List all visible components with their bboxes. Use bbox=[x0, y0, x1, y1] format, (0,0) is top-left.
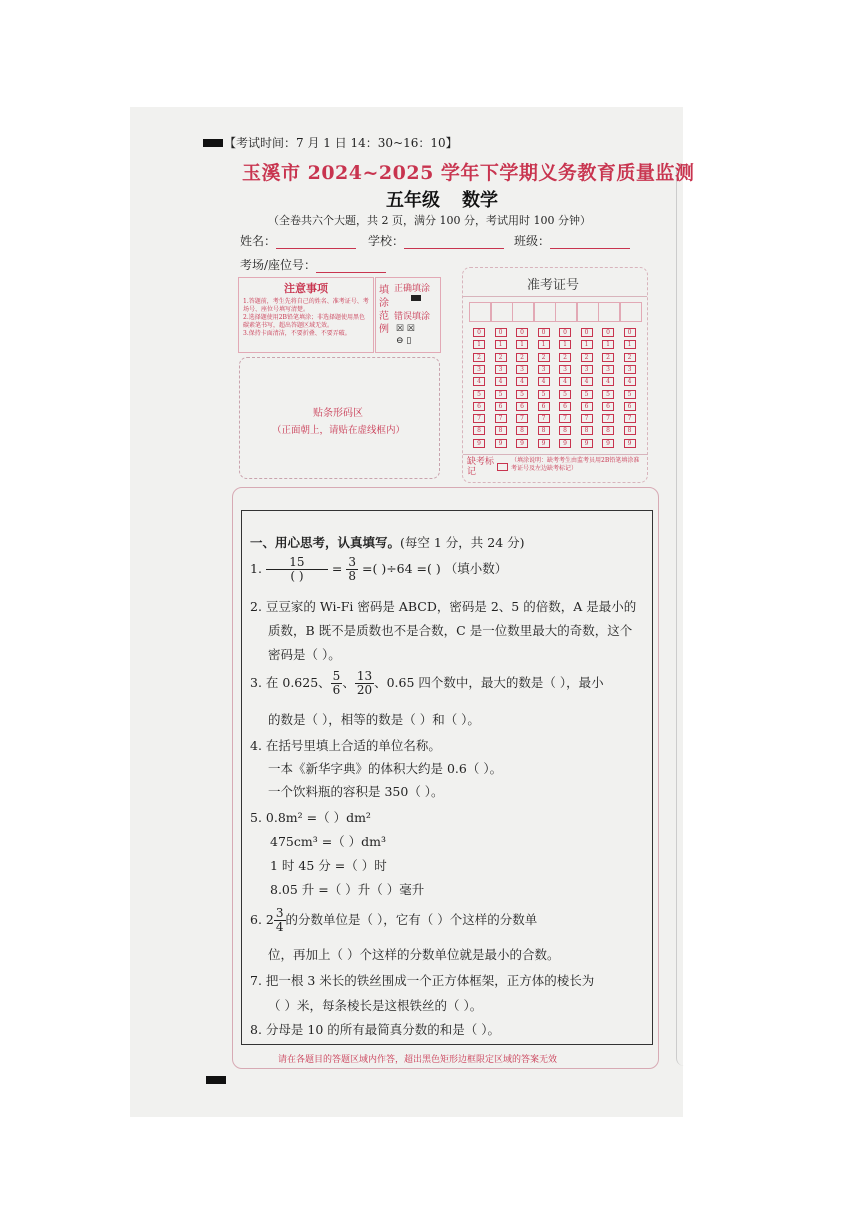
absent-note: （填涂说明：缺考考生由监考员用2B铅笔填涂准考证号及左边缺考标记） bbox=[511, 457, 640, 472]
exam-note: （全卷共六个大题，共 2 页，满分 100 分，考试用时 100 分钟） bbox=[268, 214, 591, 227]
barcode-subtitle: （正面朝上，请贴在虚线框内） bbox=[272, 425, 406, 436]
admission-digit-bubble[interactable]: 9 bbox=[581, 439, 593, 448]
admission-digit-bubble[interactable]: 3 bbox=[538, 365, 550, 374]
footer-warning: 请在各题目的答题区域内作答，超出黑色矩形边框限定区域的答案无效 bbox=[278, 1055, 558, 1065]
admission-digit-bubble[interactable]: 3 bbox=[559, 365, 571, 374]
question-4-line: 4. 在括号里填上合适的单位名称。 bbox=[250, 738, 441, 753]
question-6-line: 位，再加上（ ）个这样的分数单位就是最小的合数。 bbox=[268, 947, 560, 962]
admission-digit-bubble[interactable]: 1 bbox=[602, 340, 614, 349]
admission-digit-bubble[interactable]: 3 bbox=[624, 365, 636, 374]
admission-digit-bubble[interactable]: 6 bbox=[602, 402, 614, 411]
class-field[interactable] bbox=[514, 232, 630, 249]
admission-digit-bubble[interactable]: 9 bbox=[559, 439, 571, 448]
admission-digit-bubble[interactable]: 1 bbox=[538, 340, 550, 349]
question-3: 3. 在 0.625、 $\frac{5}{6}$ 、 $\frac{13}{20}$ 、0.65 四个数中，最大的数是（ ），最小 bbox=[250, 669, 604, 697]
admission-digit-cell[interactable] bbox=[534, 302, 556, 322]
admission-digit-bubble[interactable]: 6 bbox=[559, 402, 571, 411]
fill-example-label: 填 涂 范 例 bbox=[379, 285, 389, 335]
room-seat-field[interactable] bbox=[240, 256, 386, 273]
admission-digit-cell[interactable] bbox=[620, 302, 642, 322]
admission-digit-bubble[interactable]: 8 bbox=[473, 426, 485, 435]
admission-digit-bubble[interactable]: 5 bbox=[581, 390, 593, 399]
notice-lines bbox=[239, 296, 373, 340]
admission-digit-bubble[interactable]: 0 bbox=[538, 328, 550, 337]
school-field[interactable] bbox=[368, 232, 504, 249]
admission-digit-bubble[interactable]: 7 bbox=[473, 414, 485, 423]
question-5-line: 8.05 升 =（ ）升（ ）毫升 bbox=[270, 882, 425, 897]
admission-digit-bubble[interactable]: 0 bbox=[581, 328, 593, 337]
admission-digit-bubble[interactable]: 4 bbox=[473, 377, 485, 386]
admission-digit-bubble[interactable]: 4 bbox=[516, 377, 528, 386]
admission-digit-bubble[interactable]: 5 bbox=[602, 390, 614, 399]
absent-checkbox[interactable] bbox=[497, 463, 508, 471]
admission-digit-cell[interactable] bbox=[512, 302, 534, 322]
wrong-fill-label: 错误填涂 bbox=[394, 312, 431, 322]
admission-digit-bubble[interactable]: 2 bbox=[602, 353, 614, 362]
question-5-line: 5. 0.8m² =（ ）dm² bbox=[250, 810, 371, 825]
admission-digit-bubble[interactable]: 6 bbox=[473, 402, 485, 411]
admission-digit-bubble[interactable]: 8 bbox=[559, 426, 571, 435]
question-8: 8. 分母是 10 的所有最简真分数的和是（ ）。 bbox=[250, 1022, 500, 1037]
correct-fill-label: 正确填涂 bbox=[394, 284, 431, 294]
admission-digit-bubble[interactable]: 1 bbox=[624, 340, 636, 349]
admission-digit-bubble[interactable]: 0 bbox=[473, 328, 485, 337]
admission-digit-bubble[interactable]: 6 bbox=[538, 402, 550, 411]
admission-digit-bubble[interactable]: 2 bbox=[495, 353, 507, 362]
admission-digit-bubble[interactable]: 4 bbox=[581, 377, 593, 386]
admission-digit-bubble[interactable]: 7 bbox=[581, 414, 593, 423]
admission-digit-bubble[interactable]: 2 bbox=[559, 353, 571, 362]
admission-digit-bubble[interactable]: 7 bbox=[559, 414, 571, 423]
admission-digit-bubble[interactable]: 9 bbox=[516, 439, 528, 448]
admission-digit-bubble[interactable]: 9 bbox=[473, 439, 485, 448]
admission-digit-bubble[interactable]: 2 bbox=[538, 353, 550, 362]
admission-digit-bubble[interactable]: 3 bbox=[495, 365, 507, 374]
admission-digit-bubble[interactable]: 6 bbox=[516, 402, 528, 411]
fraction: $\frac{15}{( )}$ bbox=[266, 556, 328, 583]
wrong-fill-marks: ☒ ☒ ⊖ ▯ bbox=[396, 324, 415, 346]
exam-time: 【考试时间：7 月 1 日 14：30~16：10】 bbox=[224, 136, 458, 150]
section-title: 一、用心思考，认真填写。 bbox=[250, 535, 401, 550]
admission-digit-bubble[interactable]: 9 bbox=[495, 439, 507, 448]
grade: 五年级 bbox=[386, 190, 440, 211]
correct-fill-mark bbox=[411, 295, 421, 301]
alignment-marker-top bbox=[203, 139, 223, 147]
admission-digit-bubble[interactable]: 4 bbox=[495, 377, 507, 386]
question-2-line: 密码是（ ）。 bbox=[268, 647, 341, 662]
admission-digit-bubble[interactable]: 5 bbox=[624, 390, 636, 399]
admission-digit-bubble[interactable]: 0 bbox=[624, 328, 636, 337]
admission-digit-cell[interactable] bbox=[598, 302, 620, 322]
section-scoring: (每空 1 分，共 24 分) bbox=[400, 535, 525, 550]
admission-number-box bbox=[462, 267, 648, 483]
barcode-title: 贴条形码区 bbox=[313, 408, 363, 419]
admission-digit-bubble[interactable]: 5 bbox=[516, 390, 528, 399]
admission-digit-bubble[interactable]: 8 bbox=[495, 426, 507, 435]
admission-digit-cell[interactable] bbox=[555, 302, 577, 322]
grade-subject bbox=[386, 186, 520, 212]
admission-digit-bubble[interactable]: 8 bbox=[538, 426, 550, 435]
subject: 数学 bbox=[462, 190, 498, 211]
question-4-line: 一本《新华字典》的体积大约是 0.6（ ）。 bbox=[268, 761, 503, 776]
admission-digit-bubble[interactable]: 4 bbox=[538, 377, 550, 386]
notice-line: 1.答题前，考生先将自己的姓名、准考证号、考场号、座位号填写清楚。 bbox=[243, 298, 369, 313]
admission-digit-bubble[interactable]: 1 bbox=[495, 340, 507, 349]
admission-digit-bubble[interactable]: 7 bbox=[602, 414, 614, 423]
question-5-line: 1 时 45 分 =（ ）时 bbox=[270, 858, 387, 873]
admission-digit-bubble[interactable]: 1 bbox=[559, 340, 571, 349]
answer-region bbox=[241, 510, 653, 1045]
admission-digit-bubble[interactable]: 8 bbox=[624, 426, 636, 435]
admission-digit-bubble[interactable]: 1 bbox=[473, 340, 485, 349]
fill-example-box bbox=[375, 277, 441, 353]
notice-box bbox=[238, 277, 374, 353]
admission-digit-bubble[interactable]: 4 bbox=[559, 377, 571, 386]
fraction: $\frac{3}{8}$ bbox=[348, 555, 357, 583]
admission-digit-bubble[interactable]: 8 bbox=[516, 426, 528, 435]
admission-title: 准考证号 bbox=[527, 278, 580, 293]
question-2-line: 质数，B 既不是质数也不是合数，C 是一位数里最大的奇数，这个 bbox=[268, 623, 633, 638]
admission-digit-cell[interactable] bbox=[469, 302, 491, 322]
exam-title: 玉溪市 2024~2025 学年下学期义务教育质量监测 bbox=[242, 162, 695, 184]
admission-digit-bubble[interactable]: 3 bbox=[473, 365, 485, 374]
admission-digit-bubble[interactable]: 7 bbox=[495, 414, 507, 423]
admission-digit-bubble[interactable]: 5 bbox=[495, 390, 507, 399]
admission-digit-bubble[interactable]: 2 bbox=[581, 353, 593, 362]
admission-digit-bubble[interactable]: 3 bbox=[602, 365, 614, 374]
admission-digit-bubble[interactable]: 2 bbox=[516, 353, 528, 362]
question-1: 1. $\frac{15}{( )}$ = $\frac{3}{8}$ =( )÷64 =( ) （填小数） bbox=[250, 555, 508, 583]
question-7-line: （ ）米，每条棱长是这根铁丝的（ ）。 bbox=[268, 998, 483, 1013]
admission-digit-bubble[interactable]: 9 bbox=[538, 439, 550, 448]
admission-digit-bubble[interactable]: 0 bbox=[495, 328, 507, 337]
notice-line: 3.保持卡面清洁，不要折叠、不要弄破。 bbox=[243, 330, 351, 337]
admission-digit-bubble[interactable]: 7 bbox=[624, 414, 636, 423]
admission-digit-cell[interactable] bbox=[577, 302, 599, 322]
admission-digit-bubble[interactable]: 3 bbox=[516, 365, 528, 374]
admission-digit-bubble[interactable]: 9 bbox=[624, 439, 636, 448]
question-7-line: 7. 把一根 3 米长的铁丝围成一个正方体框架，正方体的棱长为 bbox=[250, 973, 595, 988]
next-page-edge bbox=[676, 165, 685, 1066]
admission-digit-bubble[interactable]: 1 bbox=[581, 340, 593, 349]
admission-digit-bubble[interactable]: 4 bbox=[602, 377, 614, 386]
admission-digit-bubble[interactable]: 5 bbox=[538, 390, 550, 399]
alignment-marker-bottom bbox=[206, 1076, 226, 1084]
admission-digit-bubble[interactable]: 5 bbox=[559, 390, 571, 399]
admission-digit-bubble[interactable]: 0 bbox=[516, 328, 528, 337]
admission-digit-bubble[interactable]: 8 bbox=[581, 426, 593, 435]
admission-digit-bubble[interactable]: 3 bbox=[581, 365, 593, 374]
absent-label: 缺考标记 bbox=[467, 457, 495, 477]
question-5-line: 475cm³ =（ ）dm³ bbox=[270, 834, 387, 849]
admission-digit-bubble[interactable]: 4 bbox=[624, 377, 636, 386]
question-6: 6. 2 $\frac{3}{4}$ 的分数单位是（ ），它有（ ）个这样的分数单 bbox=[250, 906, 538, 934]
notice-title: 注意事项 bbox=[284, 282, 328, 295]
admission-digit-bubble[interactable]: 9 bbox=[602, 439, 614, 448]
school-label: 学校： bbox=[368, 234, 405, 248]
question-3-line: 的数是（ ），相等的数是（ ）和（ ）。 bbox=[268, 712, 480, 727]
admission-digit-bubble[interactable]: 2 bbox=[473, 353, 485, 362]
question-2-line: 2. 豆豆家的 Wi-Fi 密码是 ABCD，密码是 2、5 的倍数，A 是最小的 bbox=[250, 599, 637, 614]
admission-digit-bubble[interactable]: 6 bbox=[581, 402, 593, 411]
room-seat-label: 考场/座位号： bbox=[240, 258, 317, 272]
admission-digit-bubble[interactable]: 5 bbox=[473, 390, 485, 399]
admission-digit-bubble[interactable]: 7 bbox=[538, 414, 550, 423]
notice-line: 2.选择题使用2B铅笔填涂；非选择题使用黑色碳素笔书写，超出答题区域无效。 bbox=[243, 314, 365, 329]
admission-digit-bubble[interactable]: 6 bbox=[495, 402, 507, 411]
admission-digit-bubble[interactable]: 7 bbox=[516, 414, 528, 423]
section-heading bbox=[250, 533, 525, 551]
admission-digit-bubble[interactable]: 2 bbox=[624, 353, 636, 362]
name-label: 姓名： bbox=[240, 234, 277, 248]
admission-digit-cell[interactable] bbox=[491, 302, 513, 322]
name-field[interactable] bbox=[240, 232, 356, 249]
admission-digit-bubble[interactable]: 1 bbox=[516, 340, 528, 349]
admission-digit-bubble[interactable]: 0 bbox=[602, 328, 614, 337]
class-label: 班级： bbox=[514, 234, 551, 248]
admission-digit-bubble[interactable]: 8 bbox=[602, 426, 614, 435]
admission-digit-bubble[interactable]: 6 bbox=[624, 402, 636, 411]
barcode-area bbox=[239, 357, 440, 479]
question-4-line: 一个饮料瓶的容积是 350（ ）。 bbox=[268, 784, 444, 799]
admission-digit-bubble[interactable]: 0 bbox=[559, 328, 571, 337]
